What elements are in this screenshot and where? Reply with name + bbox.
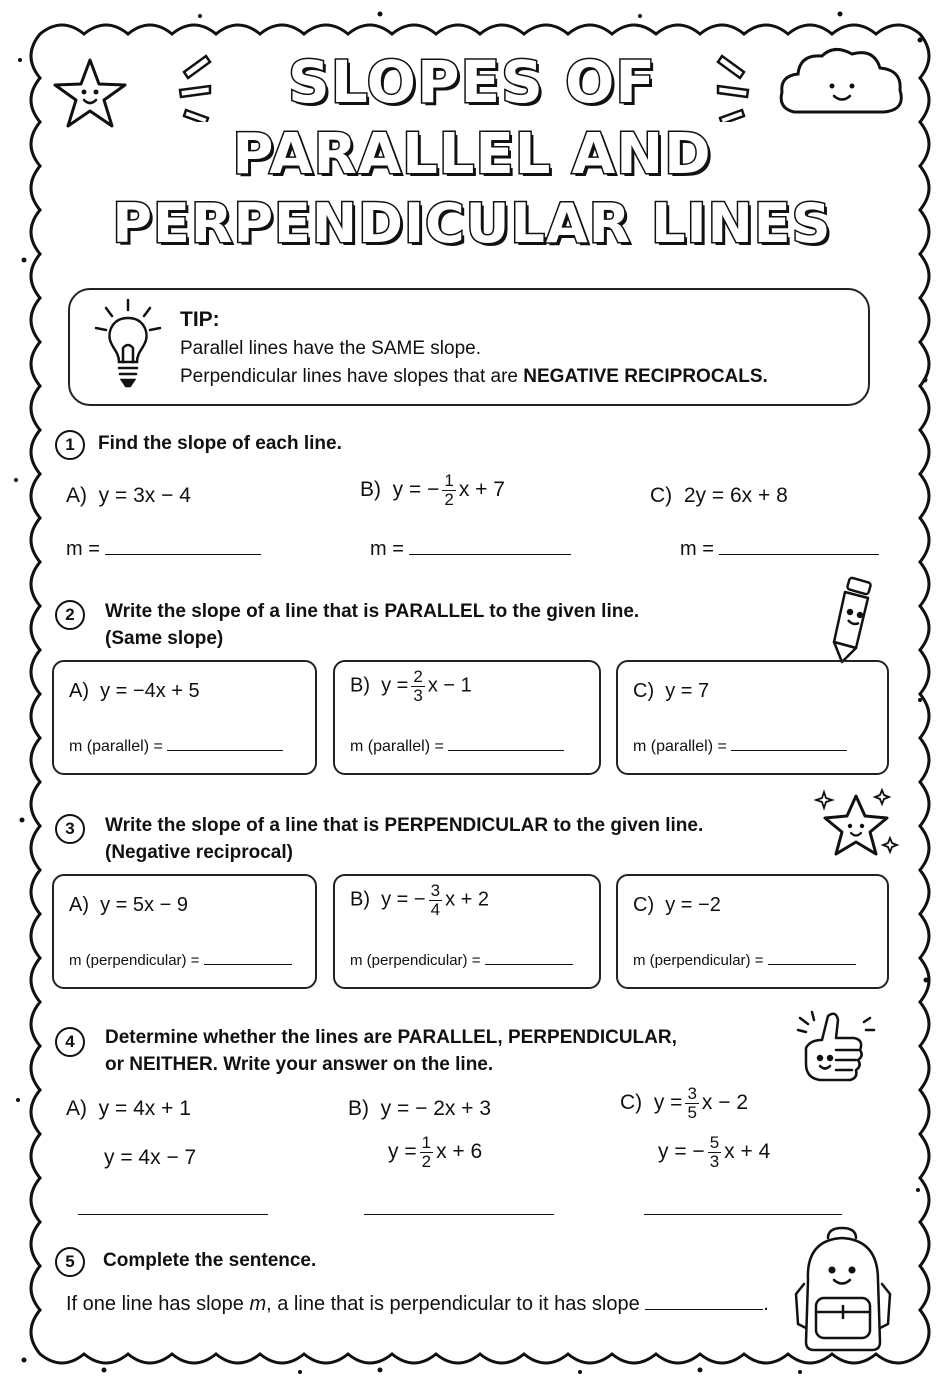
q1-item-b-equation: B) y = − $\frac{1}{2}$ x + 7: [360, 471, 505, 509]
q1-item-a-answer[interactable]: m =: [66, 538, 261, 561]
question-3-number: 3: [55, 814, 85, 844]
q2-item-a-answer[interactable]: m (parallel) =: [69, 738, 283, 756]
q3-card-c: [616, 874, 889, 989]
q2-item-b-answer[interactable]: m (parallel) =: [350, 738, 564, 756]
lightbulb-icon: [92, 296, 164, 396]
q4-item-c-answer-line[interactable]: [644, 1214, 842, 1215]
backpack-icon: [792, 1224, 894, 1354]
q4-item-b-equation-1: B) y = − 2x + 3: [348, 1097, 491, 1120]
question-4-text-line-2: or NEITHER. Write your answer on the line.: [105, 1054, 494, 1075]
q3-card-a: [52, 874, 317, 989]
title-line-2: PARALLEL AND: [232, 122, 712, 187]
q4-item-c-equation-1: C) y = $\frac{3}{5}$ x − 2: [620, 1084, 749, 1122]
thumbs-up-icon: [792, 1004, 876, 1092]
question-1-number: 1: [55, 430, 85, 460]
tip-line-1: Parallel lines have the SAME slope.: [180, 338, 481, 359]
q5-sentence: If one line has slope m, a line that is perpendicular to it has slope .: [66, 1293, 769, 1315]
q2-card-b: [333, 660, 601, 775]
q4-item-b-equation-2: y = $\frac{1}{2}$ x + 6: [388, 1133, 483, 1171]
question-2-subtext: (Same slope): [105, 628, 224, 649]
question-2-text: Write the slope of a line that is PARALLEL to the given line.: [105, 601, 640, 622]
q3-item-c-answer[interactable]: m (perpendicular) =: [633, 952, 856, 969]
q2-item-a-equation: A) y = −4x + 5: [69, 680, 200, 702]
q4-item-a-equation-2: y = 4x − 7: [104, 1146, 197, 1169]
q3-item-a-equation: A) y = 5x − 9: [69, 894, 188, 916]
q3-card-b: [333, 874, 601, 989]
q1-item-b-answer[interactable]: m =: [370, 538, 571, 561]
title-line-1: SLOPES OF: [288, 48, 656, 116]
q4-item-b-answer-line[interactable]: [364, 1214, 554, 1215]
q3-item-a-answer[interactable]: m (perpendicular) =: [69, 952, 292, 969]
q4-item-c-equation-2: y = − $\frac{5}{3}$ x + 4: [658, 1133, 771, 1171]
q3-item-b-equation: B) y = − $\frac{3}{4}$ x + 2: [350, 881, 489, 919]
question-5-text: Complete the sentence.: [103, 1250, 317, 1271]
q2-item-c-answer[interactable]: m (parallel) =: [633, 738, 847, 756]
question-4-number: 4: [55, 1027, 85, 1057]
question-2-number: 2: [55, 600, 85, 630]
question-5-number: 5: [55, 1247, 85, 1277]
title-line-3: PERPENDICULAR LINES: [112, 192, 832, 255]
question-3-subtext: (Negative reciprocal): [105, 842, 293, 863]
q2-card-a: [52, 660, 317, 775]
q1-item-a-equation: A) y = 3x − 4: [66, 484, 191, 507]
q4-item-a-answer-line[interactable]: [78, 1214, 268, 1215]
question-1-text: Find the slope of each line.: [98, 433, 342, 454]
q2-item-b-equation: B) y = $\frac{2}{3}$ x − 1: [350, 667, 472, 705]
question-4-text-line-1: Determine whether the lines are PARALLEL, PERPENDICULAR,: [105, 1027, 677, 1048]
tip-heading: TIP:: [180, 308, 220, 331]
q3-item-c-equation: C) y = −2: [633, 894, 721, 916]
pencil-icon: [828, 576, 880, 666]
q2-item-c-equation: C) y = 7: [633, 680, 710, 702]
question-3-text: Write the slope of a line that is PERPENDICULAR to the given line.: [105, 815, 704, 836]
q5-answer-blank[interactable]: [645, 1308, 763, 1310]
q4-item-a-equation-1: A) y = 4x + 1: [66, 1097, 191, 1120]
q2-card-c: [616, 660, 889, 775]
q1-item-c-equation: C) 2y = 6x + 8: [650, 484, 788, 507]
q3-item-b-answer[interactable]: m (perpendicular) =: [350, 952, 573, 969]
tip-line-2: Perpendicular lines have slopes that are NEGATIVE RECIPROCALS.: [180, 366, 768, 387]
star-sparkle-icon: [814, 786, 900, 862]
q1-item-c-answer[interactable]: m =: [680, 538, 879, 561]
